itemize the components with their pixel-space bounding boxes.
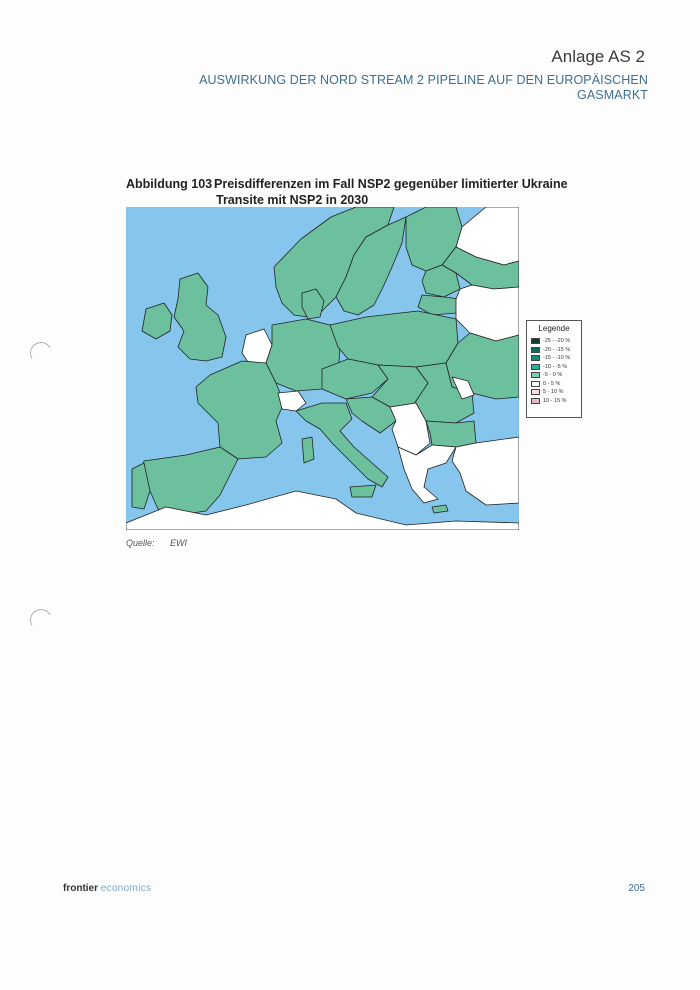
subtitle-line-1: AUSWIRKUNG DER NORD STREAM 2 PIPELINE AUF DEN EUROPÄISCHEN [199, 73, 648, 87]
europe-price-map [126, 207, 519, 530]
legend-title: Legende [538, 324, 570, 333]
legend-swatch [531, 381, 540, 387]
legend-item-label: -10 - -5 % [543, 363, 568, 370]
legend-item [527, 397, 581, 406]
legend-item-label: 0 - 5 % [543, 380, 561, 387]
legend-items [527, 337, 581, 405]
legend-swatch [531, 355, 540, 361]
legend-item [527, 354, 581, 363]
legend-item-label: -20 - -15 % [543, 346, 571, 353]
legend-item [527, 337, 581, 346]
figure-title-line-2: Transite mit NSP2 in 2030 [216, 193, 369, 207]
figure-number: Abbildung 103 [126, 177, 213, 191]
page-number: 205 [628, 883, 645, 894]
annex-label: Anlage AS 2 [551, 47, 645, 66]
brand-economics: economics [100, 883, 152, 894]
figure-title [126, 176, 596, 208]
country-sardinia [302, 437, 314, 463]
legend-swatch [531, 398, 540, 404]
source-label: Quelle: [126, 538, 155, 548]
country-bulgaria [426, 421, 476, 447]
punch-hole-mark [28, 340, 55, 367]
legend-item-label: -15 - -10 % [543, 355, 571, 362]
legend-swatch [531, 389, 540, 395]
subtitle-line-2: GASMARKT [577, 88, 648, 102]
legend-item [527, 380, 581, 389]
punch-hole-mark [28, 607, 55, 634]
report-subtitle [178, 73, 648, 103]
legend-swatch [531, 364, 540, 370]
legend-item [527, 371, 581, 380]
figure-title-line-1: Preisdifferenzen im Fall NSP2 gegenüber limitierter Ukraine [214, 177, 568, 191]
legend-swatch [531, 338, 540, 344]
legend-item-label: -25 - -20 % [543, 338, 571, 345]
legend-item [527, 388, 581, 397]
country-sicily [350, 485, 376, 497]
legend-item [527, 346, 581, 355]
map-legend [526, 320, 582, 418]
legend-item [527, 363, 581, 372]
map-svg [126, 207, 519, 530]
legend-swatch [531, 372, 540, 378]
legend-item-label: 10 - 15 % [543, 397, 567, 404]
brand-frontier: frontier [63, 883, 98, 894]
source-value: EWI [170, 538, 187, 548]
legend-swatch [531, 347, 540, 353]
legend-item-label: 5 - 10 % [543, 389, 564, 396]
figure-source [126, 538, 187, 548]
legend-item-label: -5 - 0 % [543, 372, 563, 379]
footer-brand [63, 883, 151, 894]
